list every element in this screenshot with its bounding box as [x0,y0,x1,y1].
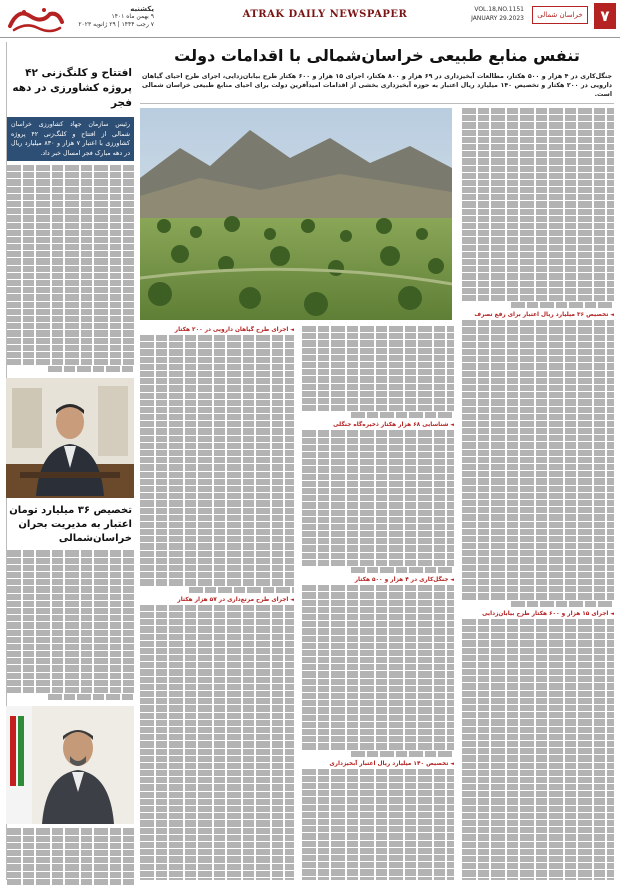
subhead-jangal: ◄ جنگل‌کاری در ۴ هزار و ۵۰۰ هکتار [302,576,454,584]
subhead-daroei: ◄ اجرای طرح گیاهان دارویی در ۲۰۰ هکتار [140,326,294,334]
article-columns [140,108,614,880]
left-column [6,42,134,880]
left-body-crisis-cont [7,828,134,885]
english-date: JANUARY 29.2023 [471,15,524,22]
main-article [140,42,614,767]
main-headline[interactable]: تنفس منابع طبیعی خراسان‌شمالی با اقدامات دولت [174,46,580,65]
masthead-english: ATRAK DAILY NEWSPAPER [242,9,408,20]
logo-area [4,2,154,36]
volume-info [471,5,524,23]
landscape-photo [140,108,452,320]
persian-date [70,5,154,29]
subhead-zakhire: ◄ شناسایی ۶۸ هزار هکتار ذخیره‌گاه جنگلی [302,421,454,429]
subhead-marta: ◄ اجرای طرح مرتع‌داری در ۵۷ هزار هکتار [140,596,294,604]
left-body-agriculture [7,165,134,372]
subhead-abkhiz: ◄ تخصیص ۱۴۰ میلیارد ریال اعتبار آبخیزداری [302,760,454,768]
subhead-bian: ◄ اجرای ۱۵ هزار و ۶۰۰ هکتار طرح بیابان‌زدایی [462,610,614,618]
newspaper-logo [4,4,66,34]
left-headline-agriculture[interactable]: افتتاح و کلنگ‌زنی ۴۲ پروژه کشاورزی در دهه فجر [12,67,132,109]
article-column-left [140,326,294,880]
crisis-manager-photo [6,706,134,824]
main-lead: جنگل‌کاری در ۴ هزار و ۵۰۰ هکتار، مطالعات آبخیزداری در ۶۹ هزار و ۸۰۰ هکتار، اجرای ۱۵ هزار و ۶۰۰ هکتار طرح بیابان‌زدایی، اجرای طرح احیای گیاهان دارویی در ۲۰۰ هکتار و تخصیص ۱۴۰ میلیارد ریال اعتبار به حوزه آبخیزداری بخشی از اقدامات امیدآفرین دولت برای احیای منابع طبیعی خراسان شمالی است. [140,70,614,104]
page-number: ۷ [594,3,616,29]
left-body-crisis [7,550,134,700]
article-column-right [462,108,614,880]
volume-number: VOL.18,NO.1151 [474,6,524,13]
left-headline-crisis[interactable]: تخصیص ۳۶ میلیارد تومان اعتبار به مدیریت بحران خراسان‌شمالی [9,505,132,545]
official-portrait-photo [6,378,134,498]
article-column-middle [302,326,454,880]
subhead-tasarrof: ◄ تخصیص ۳۶ میلیارد ریال اعتبار برای رفع تصرف [462,311,614,319]
left-lead-agriculture: رئیس سازمان جهاد کشاورزی خراسان شمالی از افتتاح و کلنگ‌زنی ۴۲ پروژه کشاورزی با اعتبار ۷ هزار و ۸۳۰ میلیارد ریال در دهه مبارک فجر امسال خبر داد. [7,117,134,161]
date-persian: ۹ بهمن ماه ۱۴۰۱ [111,13,154,20]
date-extra: ۷ رجب ۱۴۴۴ | ۲۹ ژانویه ۲۰۲۳ [78,21,154,28]
weekday: یکشنبه [130,5,154,13]
page-header [0,0,620,38]
section-tab[interactable]: خراسان شمالی [532,6,588,24]
